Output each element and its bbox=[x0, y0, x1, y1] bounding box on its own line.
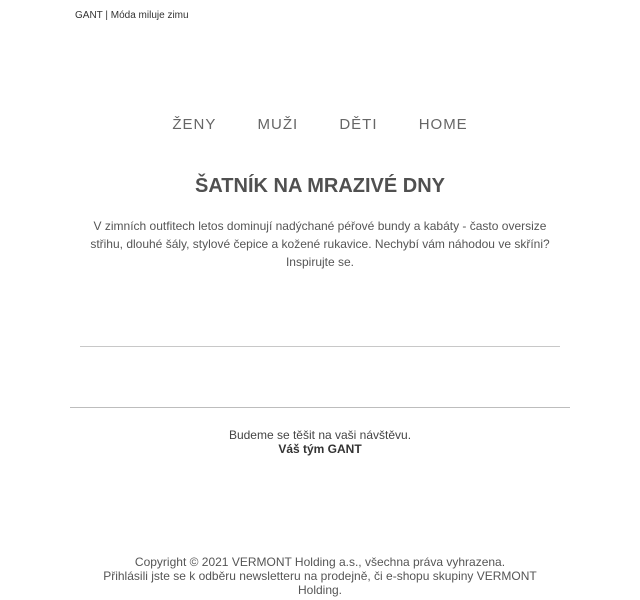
section-divider bbox=[70, 407, 570, 408]
preheader-text: GANT | Móda miluje zimu bbox=[75, 10, 189, 21]
page-headline: ŠATNÍK NA MRAZIVÉ DNY bbox=[195, 175, 445, 197]
category-nav bbox=[0, 116, 640, 134]
nav-link-zeny[interactable]: ŽENY bbox=[172, 116, 217, 133]
footer bbox=[95, 555, 545, 597]
nav-link-deti[interactable]: DĚTI bbox=[339, 116, 378, 133]
footer-subscription-note: Přihlásili jste se k odběru newsletteru na prodejně, či e-shopu skupiny VERMONT Holding. bbox=[103, 569, 537, 597]
signoff-team: Váš tým GANT bbox=[278, 442, 362, 456]
intro-paragraph: V zimních outfitech letos dominují nadýchané péřové bundy a kabáty - často oversize střihu, dlouhé šály, stylové čepice a kožené rukavice. Nechybí vám náhodou ve skříni? Inspirujte se. bbox=[90, 219, 550, 269]
nav-link-home[interactable]: HOME bbox=[418, 116, 468, 133]
footer-copyright: Copyright © 2021 VERMONT Holding a.s., všechna práva vyhrazena. bbox=[134, 555, 506, 569]
signoff-line: Budeme se těšit na vaši návštěvu. bbox=[228, 428, 412, 442]
nav-link-muzi[interactable]: MUŽI bbox=[257, 116, 299, 133]
content-divider bbox=[80, 346, 560, 347]
signoff-block bbox=[0, 428, 640, 456]
